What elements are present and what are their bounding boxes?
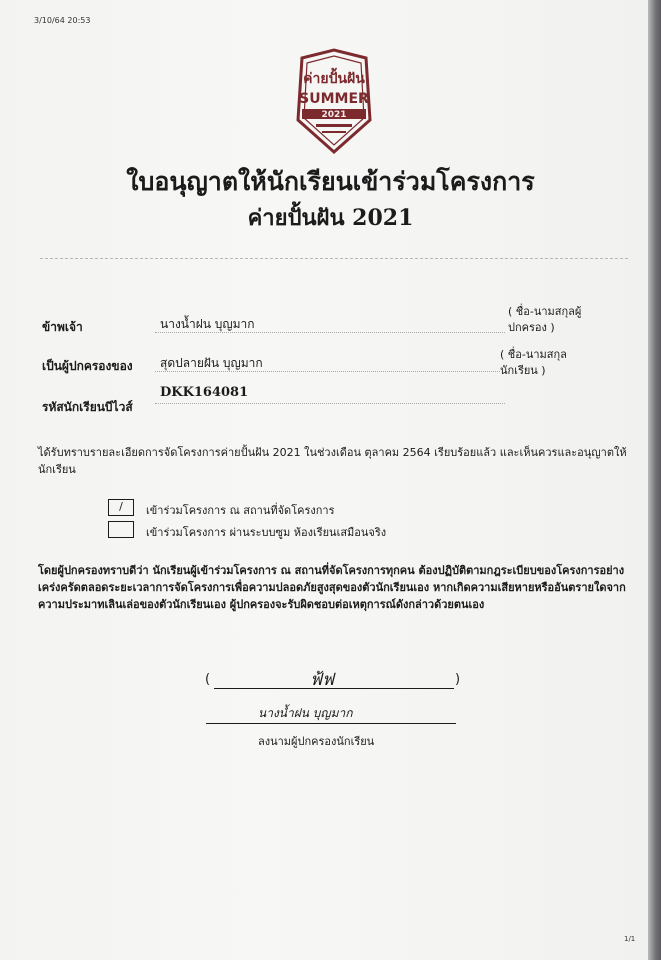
title-divider [40, 258, 628, 259]
page-number: 1/1 [624, 935, 636, 943]
handwritten-guardian-name: นางน้ำฝน บุญมาก [258, 706, 353, 720]
logo-text-summer: SUMMER [299, 91, 369, 107]
option-zoom-label: เข้าร่วมโครงการ ผ่านระบบซูม ห้องเรียนเสมือนจริง [146, 526, 387, 539]
student-id-label: รหัสนักเรียนบีไวส์ [42, 400, 133, 414]
logo-text-year: 2021 [321, 110, 347, 120]
print-timestamp: 3/10/64 20:53 [34, 16, 91, 25]
option-onsite-label: เข้าร่วมโครงการ ณ สถานที่จัดโครงการ [146, 504, 335, 517]
document-title: ใบอนุญาตให้นักเรียนเข้าร่วมโครงการ [126, 167, 535, 196]
name-line [206, 723, 456, 724]
signature-open-paren: ( [205, 672, 211, 687]
camp-logo-graphic [288, 48, 380, 156]
signature-close-paren: ) [455, 672, 461, 687]
guardian-name-underline [155, 332, 505, 333]
student-id-value: DKK164081 [160, 385, 249, 400]
option-onsite-checkbox[interactable]: / [108, 499, 134, 516]
guardian-name-hint: ( ชื่อ-นามสกุลผู้ปกครอง ) [508, 305, 582, 334]
signature-caption: ลงนามผู้ปกครองนักเรียน [258, 735, 375, 748]
camp-logo [288, 48, 380, 156]
guardian-signature-mark: ฟ้ฟ [310, 670, 335, 690]
paper-edge-shadow [648, 0, 661, 960]
consent-paragraph: โดยผู้ปกครองทราบดีว่า นักเรียนผู้เข้าร่วมโครงการ ณ สถานที่จัดโครงการทุกคน ต้องปฏิบัติตามกฎระเบียบของโครงการอย่างเคร่งครัดตลอดระยะเวลาการจัดโครงการเพื่อความปลอดภัยสูงสุดของตัวนักเรียนเอง หากเกิดความเสียหายหรืออันตรายใดจากความประมาทเลินเล่อของตัวนักเรียนเอง ผู้ปกครองจะรับผิดชอบต่อเหตุการณ์ดังกล่าวด้วยตนเอง [38, 564, 626, 611]
relation-label: เป็นผู้ปกครองของ [42, 359, 133, 373]
guardian-label: ข้าพเจ้า [42, 320, 83, 334]
option-zoom-checkbox[interactable] [108, 521, 134, 538]
student-name-underline [155, 371, 500, 372]
guardian-name-value: นางน้ำฝน บุญมาก [160, 317, 255, 331]
acknowledgement-paragraph: ได้รับทราบรายละเอียดการจัดโครงการค่ายปั้นฝัน 2021 ในช่วงเดือน ตุลาคม 2564 เรียบร้อยแล้ว และเห็นควรและอนุญาตให้นักเรียน [38, 446, 627, 476]
document-subtitle: ค่ายปั้นฝัน 2021 [247, 205, 414, 231]
student-id-underline [155, 403, 505, 404]
student-name-hint: ( ชื่อ-นามสกุลนักเรียน ) [500, 348, 567, 377]
logo-text-thai: ค่ายปั้นฝัน [303, 71, 365, 87]
student-name-value: สุดปลายฝัน บุญมาก [160, 356, 263, 370]
